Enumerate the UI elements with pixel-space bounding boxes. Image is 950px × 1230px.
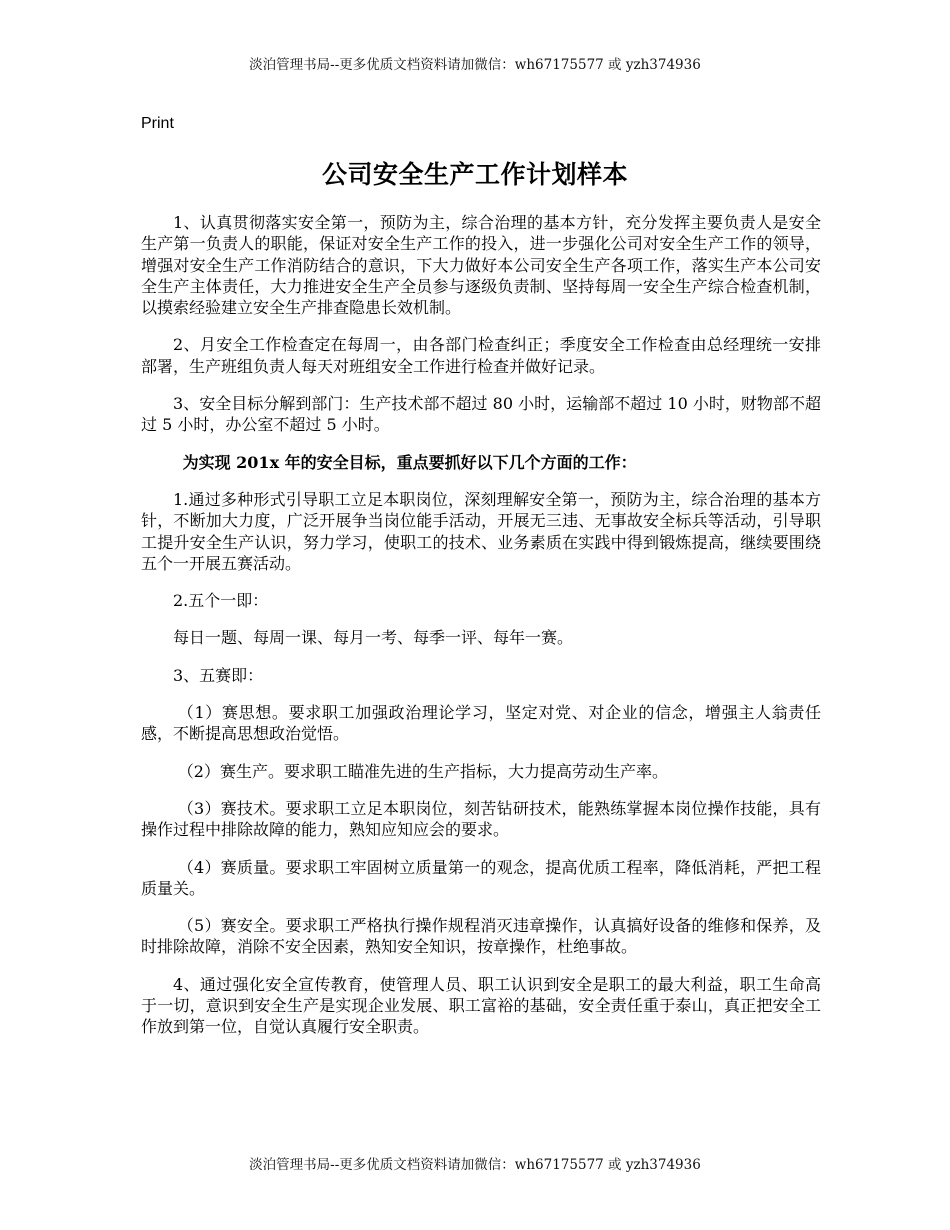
paragraph-contest-thought: （1）赛思想。要求职工加强政治理论学习，坚定对党、对企业的信念，增强主人翁责任感，不断提高思想政治觉悟。 [141,703,821,744]
paragraph-1: 1、认真贯彻落实安全第一，预防为主，综合治理的基本方针，充分发挥主要负责人是安全生产第一负责人的职能，保证对安全生产工作的投入，进一步强化公司对安全生产工作的领导，增强对安全生产工作消防结合的意识，下大力做好本公司安全生产各项工作，落实生产本公司安全生产主体责任，大力推进安全生产全员参与逐级负责制、坚持每周一安全生产综合检查机制，以摸索经验建立安全生产排查隐患长效机制。 [141,213,821,318]
paragraph-contest-safety: （5）赛安全。要求职工严格执行操作规程消灭违章操作，认真搞好设备的维修和保养，及时排除故障，消除不安全因素，熟知安全知识，按章操作，杜绝事故。 [141,916,821,957]
paragraph-item-2: 2.五个一即： [173,591,269,611]
paragraph-contest-production: （2）赛生产。要求职工瞄准先进的生产指标，大力提高劳动生产率。 [177,761,668,781]
paragraph-contest-quality: （4）赛质量。要求职工牢固树立质量第一的观念，提高优质工程率，降低消耗，严把工程质量关。 [141,857,821,898]
document-body [141,212,821,1054]
paragraph-item-1: 1.通过多种形式引导职工立足本职岗位，深刻理解安全第一，预防为主，综合治理的基本方针，不断加大力度，广泛开展争当岗位能手活动，开展无三违、无事故安全标兵等活动，引导职工提升安全生产认识，努力学习，使职工的技术、业务素质在实践中得到锻炼提高，继续要围绕五个一开展五赛活动。 [141,489,821,573]
paragraph-item-4: 4、通过强化安全宣传教育，使管理人员、职工认识到安全是职工的最大利益，职工生命高于一切，意识到安全生产是实现企业发展、职工富裕的基础，安全责任重于泰山，真正把安全工作放到第一位，自觉认真履行安全职责。 [141,974,821,1037]
document-title: 公司安全生产工作计划样本 [321,160,628,189]
paragraph-contest-technique: （3）赛技术。要求职工立足本职岗位，刻苦钻研技术，能熟练掌握本岗位操作技能，具有操作过程中排除故障的能力，熟知应知应会的要求。 [141,798,821,840]
paragraph-item-3: 3、五赛即： [173,665,264,685]
paragraph-2: 2、月安全工作检查定在每周一，由各部门检查纠正；季度安全工作检查由总经理统一安排部署，生产班组负责人每天对班组安全工作进行检查并做好记录。 [141,335,821,376]
paragraph-five-ones: 每日一题、每周一课、每月一考、每季一评、每年一赛。 [173,628,574,648]
print-label: Print [141,115,174,132]
section-heading: 为实现 201x 年的安全目标，重点要抓好以下几个方面的工作： [182,452,637,472]
page-header: 淡泊管理书局--更多优质文档资料请加微信：wh67175577 或 yzh374936 [249,57,701,73]
page-footer: 淡泊管理书局--更多优质文档资料请加微信：wh67175577 或 yzh374936 [249,1157,701,1173]
paragraph-3: 3、安全目标分解到部门：生产技术部不超过 80 小时，运输部不超过 10 小时，财物部不超过 5 小时，办公室不超过 5 小时。 [141,394,821,435]
